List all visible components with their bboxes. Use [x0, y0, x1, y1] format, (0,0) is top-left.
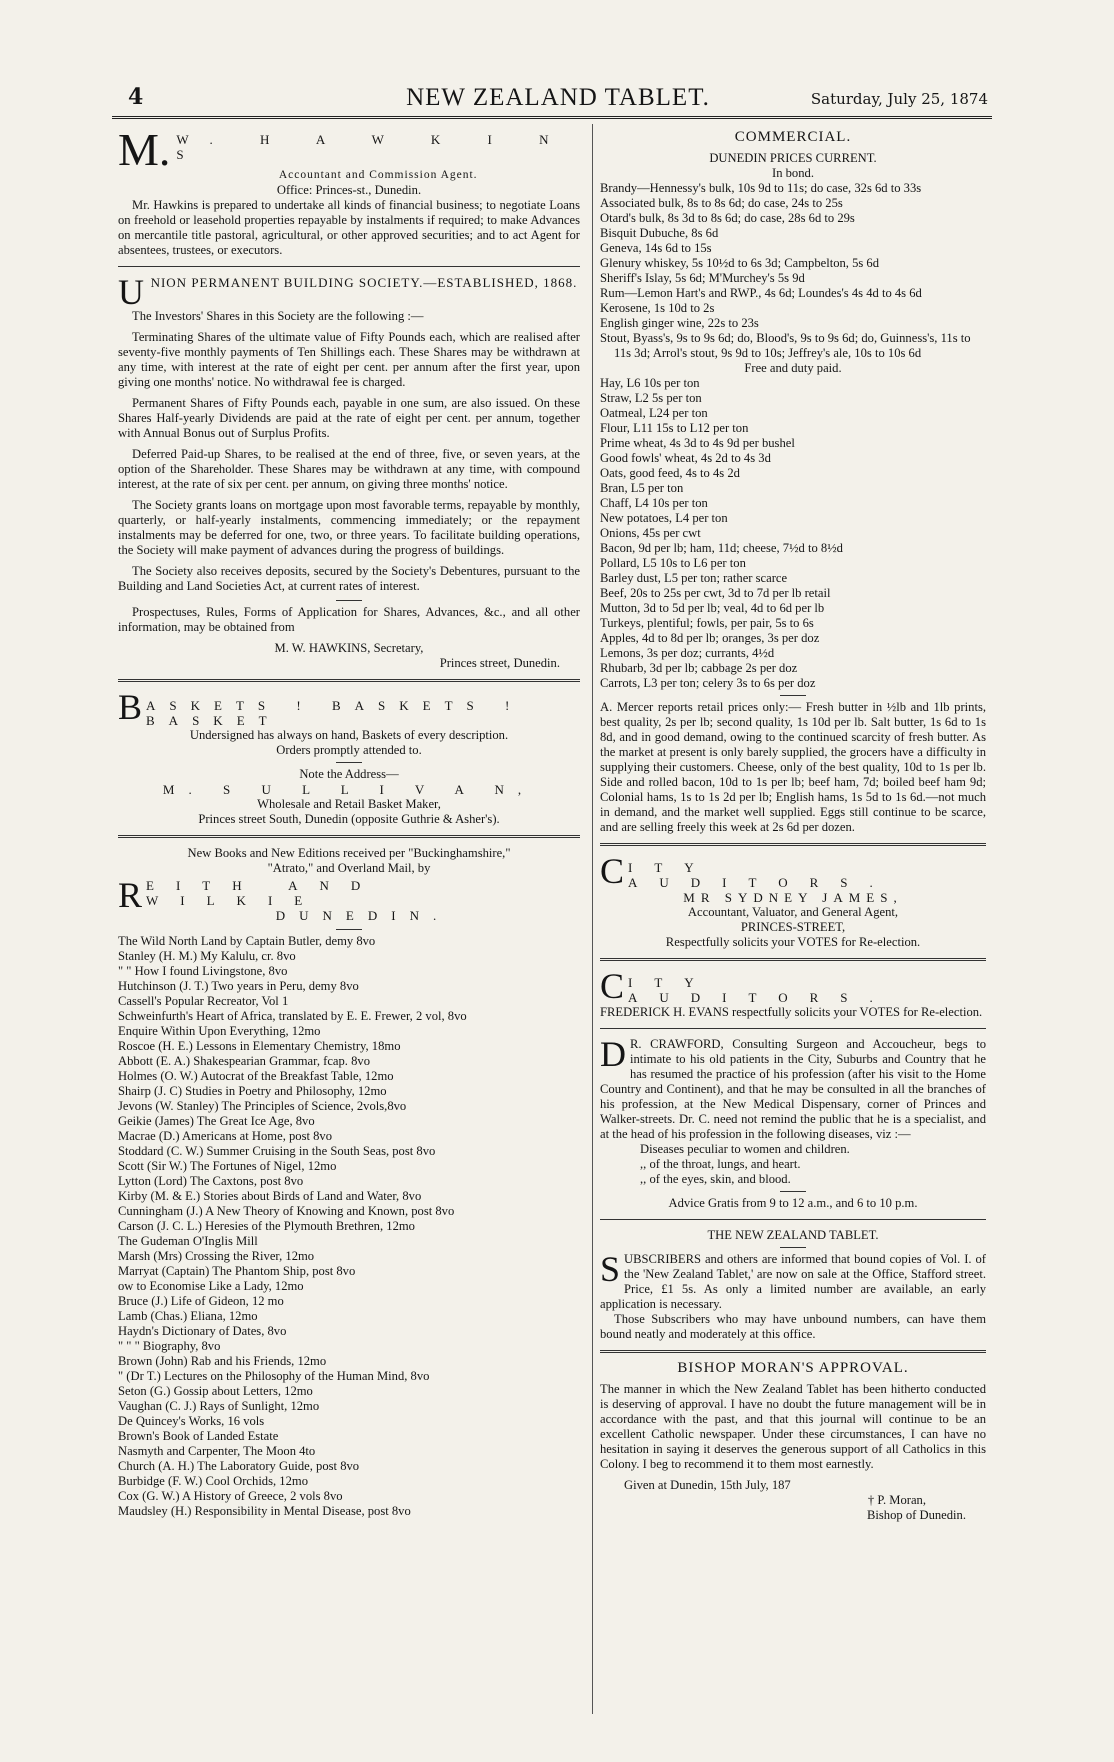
book-item: Burbidge (F. W.) Cool Orchids, 12mo: [118, 1474, 308, 1488]
auditors2-title: ITY AUDITORS.: [628, 975, 895, 1005]
divider: [600, 958, 986, 961]
free-price-line: Flour, L11 15s to L12 per ton: [600, 421, 749, 435]
crawford-initial: D: [600, 1037, 626, 1074]
auditors1-name: MR SYDNEY JAMES,: [683, 890, 903, 905]
baskets-line1: Undersigned has always on hand, Baskets of every description.: [189, 728, 509, 742]
book-item: Schweinfurth's Heart of Africa, translated by E. E. Frewer, 2 vol, 8vo: [118, 1009, 467, 1023]
divider: [600, 843, 986, 846]
commercial-title: COMMERCIAL.: [734, 129, 852, 145]
book-item: Lytton (Lord) The Caxtons, post 8vo: [118, 1174, 304, 1188]
auditors1-title: ITY AUDITORS.: [628, 860, 895, 890]
book-item: " " How I found Livingstone, 8vo: [118, 964, 288, 978]
crawford-disease-2: ,, of the throat, lungs, and heart.: [640, 1157, 801, 1171]
bond-price-line: Geneva, 14s 6d to 15s: [600, 241, 712, 255]
free-price-line: Onions, 45s per cwt: [600, 526, 701, 540]
left-column: [118, 128, 580, 1527]
free-price-line: Pollard, L5 10s to L6 per ton: [600, 556, 746, 570]
book-item: Stoddard (C. W.) Summer Cruising in the South Seas, post 8vo: [118, 1144, 436, 1158]
book-item: Kirby (M. & E.) Stories about Birds of Land and Water, 8vo: [118, 1189, 422, 1203]
hawkins-role: Accountant and Commission Agent.: [278, 169, 478, 181]
baskets-note: Note the Address—: [299, 767, 399, 781]
book-item: De Quincey's Works, 16 vols: [118, 1414, 265, 1428]
bishop-approval: [600, 1361, 986, 1523]
bond-price-line: Otard's bulk, 8s 3d to 8s 6d; do case, 28s 6d to 29s: [600, 211, 855, 225]
crawford-advice: Advice Gratis from 9 to 12 a.m., and 6 to 10 p.m.: [668, 1196, 918, 1210]
bond-price-line: Stout, Byass's, 9s to 9s 6d; do, Blood's, 9s to 9s 6d; do, Guinness's, 11s to 11s 3d; Arrol's stout, 9s 9d to 10s; Jeffrey's ale, 10s to 10s 6d: [600, 331, 971, 360]
bond-price-line: Sheriff's Islay, 5s 6d; M'Murchey's 5s 9d: [600, 271, 805, 285]
book-item: Geikie (James) The Great Ice Age, 8vo: [118, 1114, 315, 1128]
auditors2-text: FREDERICK H. EVANS respectfully solicits your VOTES for Re-election.: [600, 1005, 983, 1019]
divider: [118, 835, 580, 838]
books-intro1: New Books and New Editions received per "Buckinghamshire,": [187, 846, 511, 860]
masthead: NEW ZEALAND TABLET.: [406, 84, 710, 111]
free-price-line: Lemons, 3s per doz; currants, 4½d: [600, 646, 775, 660]
tablet-initial: S: [600, 1252, 621, 1289]
bishop-text: The manner in which the New Zealand Tablet has been hitherto conducted is deserving of approval. I have no doubt the future management will be in accordance with the past, and that this journal will continue to be an excellent Catholic newspaper. Under these circumstances, I can have no hesitation in saying it deserves the generous support of all Catholics in this Colony. I beg to recommend it to them most earnestly.: [600, 1382, 986, 1471]
bond-price-line: Brandy—Hennessy's bulk, 10s 9d to 11s; do case, 32s 6d to 33s: [600, 181, 922, 195]
book-item: Scott (Sir W.) The Fortunes of Nigel, 12mo: [118, 1159, 337, 1173]
crawford-advert: [600, 1037, 986, 1211]
baskets-address: Princes street South, Dunedin (opposite Guthrie & Asher's).: [198, 812, 500, 826]
tablet-p2: Those Subscribers who may have unbound numbers, can have them bound neatly and moderately at this office.: [600, 1312, 986, 1341]
union-p3: Deferred Paid-up Shares, to be realised at the end of three, five, or seven years, at the option of the Shareholder. These Shares may be withdrawn at any time, with compound interest, at the rate of six per cent. per annum, on giving three months' notice.: [118, 447, 580, 491]
free-price-line: Hay, L6 10s per ton: [600, 376, 700, 390]
book-item: Marryat (Captain) The Phantom Ship, post 8vo: [118, 1264, 356, 1278]
free-price-line: Rhubarb, 3d per lb; cabbage 2s per doz: [600, 661, 798, 675]
union-intro: The Investors' Shares in this Society are the following :—: [132, 309, 424, 323]
book-item: Cunningham (J.) A New Theory of Knowing and Known, post 8vo: [118, 1204, 455, 1218]
mercer-report: A. Mercer reports retail prices only:— Fresh butter in ½lb and 1lb prints, best quality, 2s per lb; second quality, 1s 10d per lb. Salt butter, 1s 6d to 1s 8d, and in good demand, owing to the continued scarcity of fresh butter. As the market at present is only barely supplied, the grocers have a difficulty in supplying their customers. Cheese, only of the best quality, 10d to 1s per lb. Side and rolled bacon, 10d to 1s per lb; beef ham, 7d; boiled beef ham 9d; Colonial hams, 1s to 1s 2d per lb; English hams, 1s 5d to 1s 6d.—not much in demand, and the market well supplied. Eggs still continue to be scarce, and are selling freely this week at 2s 6d per dozen.: [600, 700, 986, 834]
free-price-line: Carrots, L3 per ton; celery 3s to 6s per doz: [600, 676, 816, 690]
bond-price-list: [600, 181, 986, 361]
free-price-line: Chaff, L4 10s per ton: [600, 496, 708, 510]
book-item: Enquire Within Upon Everything, 12mo: [118, 1024, 321, 1038]
baskets-title: ASKETS ! BASKETS ! BASKET: [146, 698, 524, 728]
book-item: Lamb (Chas.) Eliana, 12mo: [118, 1309, 258, 1323]
book-item: Macrae (D.) Americans at Home, post 8vo: [118, 1129, 333, 1143]
bond-price-line: Associated bulk, 8s to 8s 6d; do case, 24s to 25s: [600, 196, 843, 210]
union-building-society-advert: [118, 275, 580, 671]
free-price-line: Bran, L5 per ton: [600, 481, 684, 495]
baskets-advert: [118, 690, 580, 827]
tablet-notice: [600, 1228, 986, 1342]
free-price-line: Barley dust, L5 per ton; rather scarce: [600, 571, 788, 585]
book-item: Seton (G.) Gossip about Letters, 12mo: [118, 1384, 313, 1398]
union-initial: U: [118, 275, 144, 309]
free-price-line: Straw, L2 5s per ton: [600, 391, 702, 405]
column-divider: [592, 124, 593, 1714]
free-price-line: Mutton, 3d to 5d per lb; veal, 4d to 6d per lb: [600, 601, 825, 615]
auditors1-street: PRINCES-STREET,: [740, 920, 846, 934]
hawkins-advert: [118, 128, 580, 258]
issue-date: Saturday, July 25, 1874: [810, 90, 988, 108]
city-auditors-evans: [600, 969, 986, 1020]
book-item: Roscoe (H. E.) Lessons in Elementary Chemistry, 18mo: [118, 1039, 401, 1053]
free-duty-label: Free and duty paid.: [744, 361, 842, 375]
free-price-line: Prime wheat, 4s 3d to 4s 9d per bushel: [600, 436, 795, 450]
divider: [600, 1219, 986, 1220]
free-price-line: Turkeys, plentiful; fowls, per pair, 5s to 6s: [600, 616, 814, 630]
bishop-title: BISHOP MORAN'S APPROVAL.: [677, 1360, 909, 1376]
short-rule: [780, 695, 806, 696]
books-initial: R: [118, 878, 143, 915]
baskets-trade: Wholesale and Retail Basket Maker,: [257, 797, 441, 811]
short-rule: [336, 762, 362, 763]
crawford-disease-1: Diseases peculiar to women and children.: [640, 1142, 850, 1156]
union-signer: M. W. HAWKINS, Secretary,: [274, 641, 424, 655]
divider: [118, 679, 580, 682]
free-price-line: Bacon, 9d per lb; ham, 11d; cheese, 7½d to 8½d: [600, 541, 843, 555]
book-item: Nasmyth and Carpenter, The Moon 4to: [118, 1444, 316, 1458]
book-item: Brown's Book of Landed Estate: [118, 1429, 279, 1443]
union-address: Princes street, Dunedin.: [439, 656, 560, 670]
bishop-signature: † P. Moran,: [867, 1493, 926, 1507]
book-item: " " " Biography, 8vo: [118, 1339, 221, 1353]
book-item: Vaughan (C. J.) Rays of Sunlight, 12mo: [118, 1399, 320, 1413]
page-header: [128, 84, 988, 114]
book-item: Marsh (Mrs) Crossing the River, 12mo: [118, 1249, 315, 1263]
union-p6: Prospectuses, Rules, Forms of Application for Shares, Advances, &c., and all other information, may be obtained from: [118, 605, 580, 634]
bond-price-line: Bisquit Dubuche, 8s 6d: [600, 226, 719, 240]
prices-current-title: DUNEDIN PRICES CURRENT.: [709, 151, 877, 165]
book-list: [118, 934, 580, 1519]
free-price-line: Beef, 20s to 25s per cwt, 3d to 7d per lb retail: [600, 586, 831, 600]
union-p2: Permanent Shares of Fifty Pounds each, payable in one sum, are also issued. On these Shares Half-yearly Dividends are paid at the rate of eight per cent. per annum, together with Annual Bonus out of Surplus Profits.: [118, 396, 580, 440]
hawkins-body: Mr. Hawkins is prepared to undertake all kinds of financial business; to negotiate Loans on freehold or leasehold properties repayable by instalments if required; to make Advances on mercantile title pastoral, agricultural, or other approved securities; and to act Agent for absentees, trustees, or executors.: [118, 198, 580, 257]
auditors1-initial: C: [600, 854, 625, 890]
crawford-text: R. CRAWFORD, Consulting Surgeon and Accoucheur, begs to intimate to his old patients in the City, Suburbs and Country that he has resumed the practice of his profession (after his visit to the Home Country and Continent), and that he may be consulted in all the branches of his profession, at the New Medical Dispensary, corner of Princes and Walker-streets. Dr. C. need not remind the public that he is a specialist, and at the head of his profession in the following diseases, viz :—: [600, 1037, 986, 1141]
divider: [600, 1350, 986, 1353]
auditors1-ask: Respectfully solicits your VOTES for Re-election.: [665, 935, 921, 949]
union-p5: The Society also receives deposits, secured by the Society's Debentures, pursuant to the Building and Land Societies Act, at current rates of interest.: [118, 564, 580, 593]
hawkins-name: W. H A W K I N S: [176, 132, 571, 162]
book-item: Hutchinson (J. T.) Two years in Peru, demy 8vo: [118, 979, 359, 993]
divider: [118, 266, 580, 267]
baskets-line2: Orders promptly attended to.: [276, 743, 422, 757]
short-rule: [336, 600, 362, 601]
book-item: Carson (J. C. L.) Heresies of the Plymouth Brethren, 12mo: [118, 1219, 415, 1233]
bond-price-line: Kerosene, 1s 10d to 2s: [600, 301, 715, 315]
book-item: Jevons (W. Stanley) The Principles of Science, 2vols,8vo: [118, 1099, 407, 1113]
auditors1-role: Accountant, Valuator, and General Agent,: [687, 905, 899, 919]
book-item: " (Dr T.) Lectures on the Philosophy of the Human Mind, 8vo: [118, 1369, 430, 1383]
bond-price-line: English ginger wine, 22s to 23s: [600, 316, 759, 330]
free-price-line: New potatoes, L4 per ton: [600, 511, 728, 525]
books-intro2: "Atrato," and Overland Mail, by: [267, 861, 431, 875]
books-advert: [118, 846, 580, 1519]
free-price-line: Oatmeal, L24 per ton: [600, 406, 708, 420]
city-auditors-james: [600, 854, 986, 950]
book-item: Church (A. H.) The Laboratory Guide, post 8vo: [118, 1459, 360, 1473]
free-price-line: Oats, good feed, 4s to 4s 2d: [600, 466, 740, 480]
book-item: Brown (John) Rab and his Friends, 12mo: [118, 1354, 327, 1368]
bishop-title-line: Bishop of Dunedin.: [867, 1508, 966, 1522]
union-title: NION PERMANENT BUILDING SOCIETY.—ESTABLISHED, 1868.: [150, 275, 578, 290]
books-place: DUNEDIN.: [275, 908, 451, 923]
book-item: Shairp (J. C) Studies in Poetry and Philosophy, 12mo: [118, 1084, 387, 1098]
crawford-disease-3: ,, of the eyes, skin, and blood.: [640, 1172, 791, 1186]
short-rule: [336, 929, 362, 930]
book-item: The Gudeman O'Inglis Mill: [118, 1234, 258, 1248]
right-column: [600, 128, 986, 1531]
divider: [600, 1028, 986, 1029]
free-price-list: [600, 376, 986, 691]
book-item: The Wild North Land by Captain Butler, demy 8vo: [118, 934, 376, 948]
book-item: ow to Economise Like a Lady, 12mo: [118, 1279, 304, 1293]
commercial-section: [600, 130, 986, 835]
bishop-given: Given at Dunedin, 15th July, 187: [624, 1478, 791, 1492]
header-rule: [112, 116, 992, 119]
short-rule: [780, 1247, 806, 1248]
in-bond-label: In bond.: [772, 166, 814, 180]
book-item: Abbott (E. A.) Shakespearian Grammar, fcap. 8vo: [118, 1054, 370, 1068]
tablet-title: THE NEW ZEALAND TABLET.: [707, 1228, 879, 1242]
bond-price-line: Glenury whiskey, 5s 10½d to 6s 3d; Campbelton, 5s 6d: [600, 256, 880, 270]
page-number: 4: [128, 84, 144, 110]
book-item: Cassell's Popular Recreator, Vol 1: [118, 994, 289, 1008]
tablet-p1: UBSCRIBERS and others are informed that bound copies of Vol. I. of the 'New Zealand Tablet,' are now on sale at the Office, Stafford street. Price, £1 5s. As only a limited number are available, an early application is necessary.: [600, 1252, 986, 1311]
hawkins-office: Office: Princes-st., Dunedin.: [276, 183, 422, 197]
baskets-initial: B: [118, 690, 143, 727]
baskets-name: M. S U L L I V A N,: [162, 782, 536, 797]
free-price-line: Apples, 4d to 8d per lb; oranges, 3s per doz: [600, 631, 820, 645]
hawkins-initial: M.: [118, 128, 171, 175]
books-firm: EITH AND WILKIE: [146, 878, 383, 908]
book-item: Stanley (H. M.) My Kalulu, cr. 8vo: [118, 949, 296, 963]
book-item: Haydn's Dictionary of Dates, 8vo: [118, 1324, 287, 1338]
free-price-line: Good fowls' wheat, 4s 2d to 4s 3d: [600, 451, 771, 465]
book-item: Holmes (O. W.) Autocrat of the Breakfast Table, 12mo: [118, 1069, 394, 1083]
union-p4: The Society grants loans on mortgage upon most favorable terms, repayable by monthly, quarterly, or half-yearly instalments, commencing immediately; or the repayment instalments may be deferred for one, two, or three years. To facilitate building operations, the Society will make payment of advances during the progress of buildings.: [118, 498, 580, 557]
book-item: Cox (G. W.) A History of Greece, 2 vols 8vo: [118, 1489, 343, 1503]
book-item: Bruce (J.) Life of Gideon, 12 mo: [118, 1294, 284, 1308]
short-rule: [780, 1191, 806, 1192]
auditors2-initial: C: [600, 969, 625, 1005]
book-item: Maudsley (H.) Responsibility in Mental Disease, post 8vo: [118, 1504, 411, 1518]
union-p1: Terminating Shares of the ultimate value of Fifty Pounds each, which are realised after seventy-five monthly payments of Ten Shillings each. These Shares may be withdrawn at any time, with interest at the rate of eight per cent. per annum after the first year, upon giving one months' notice. No withdrawal fee is charged.: [118, 330, 580, 389]
bond-price-line: Rum—Lemon Hart's and RWP., 4s 6d; Loundes's 4s 4d to 4s 6d: [600, 286, 922, 300]
